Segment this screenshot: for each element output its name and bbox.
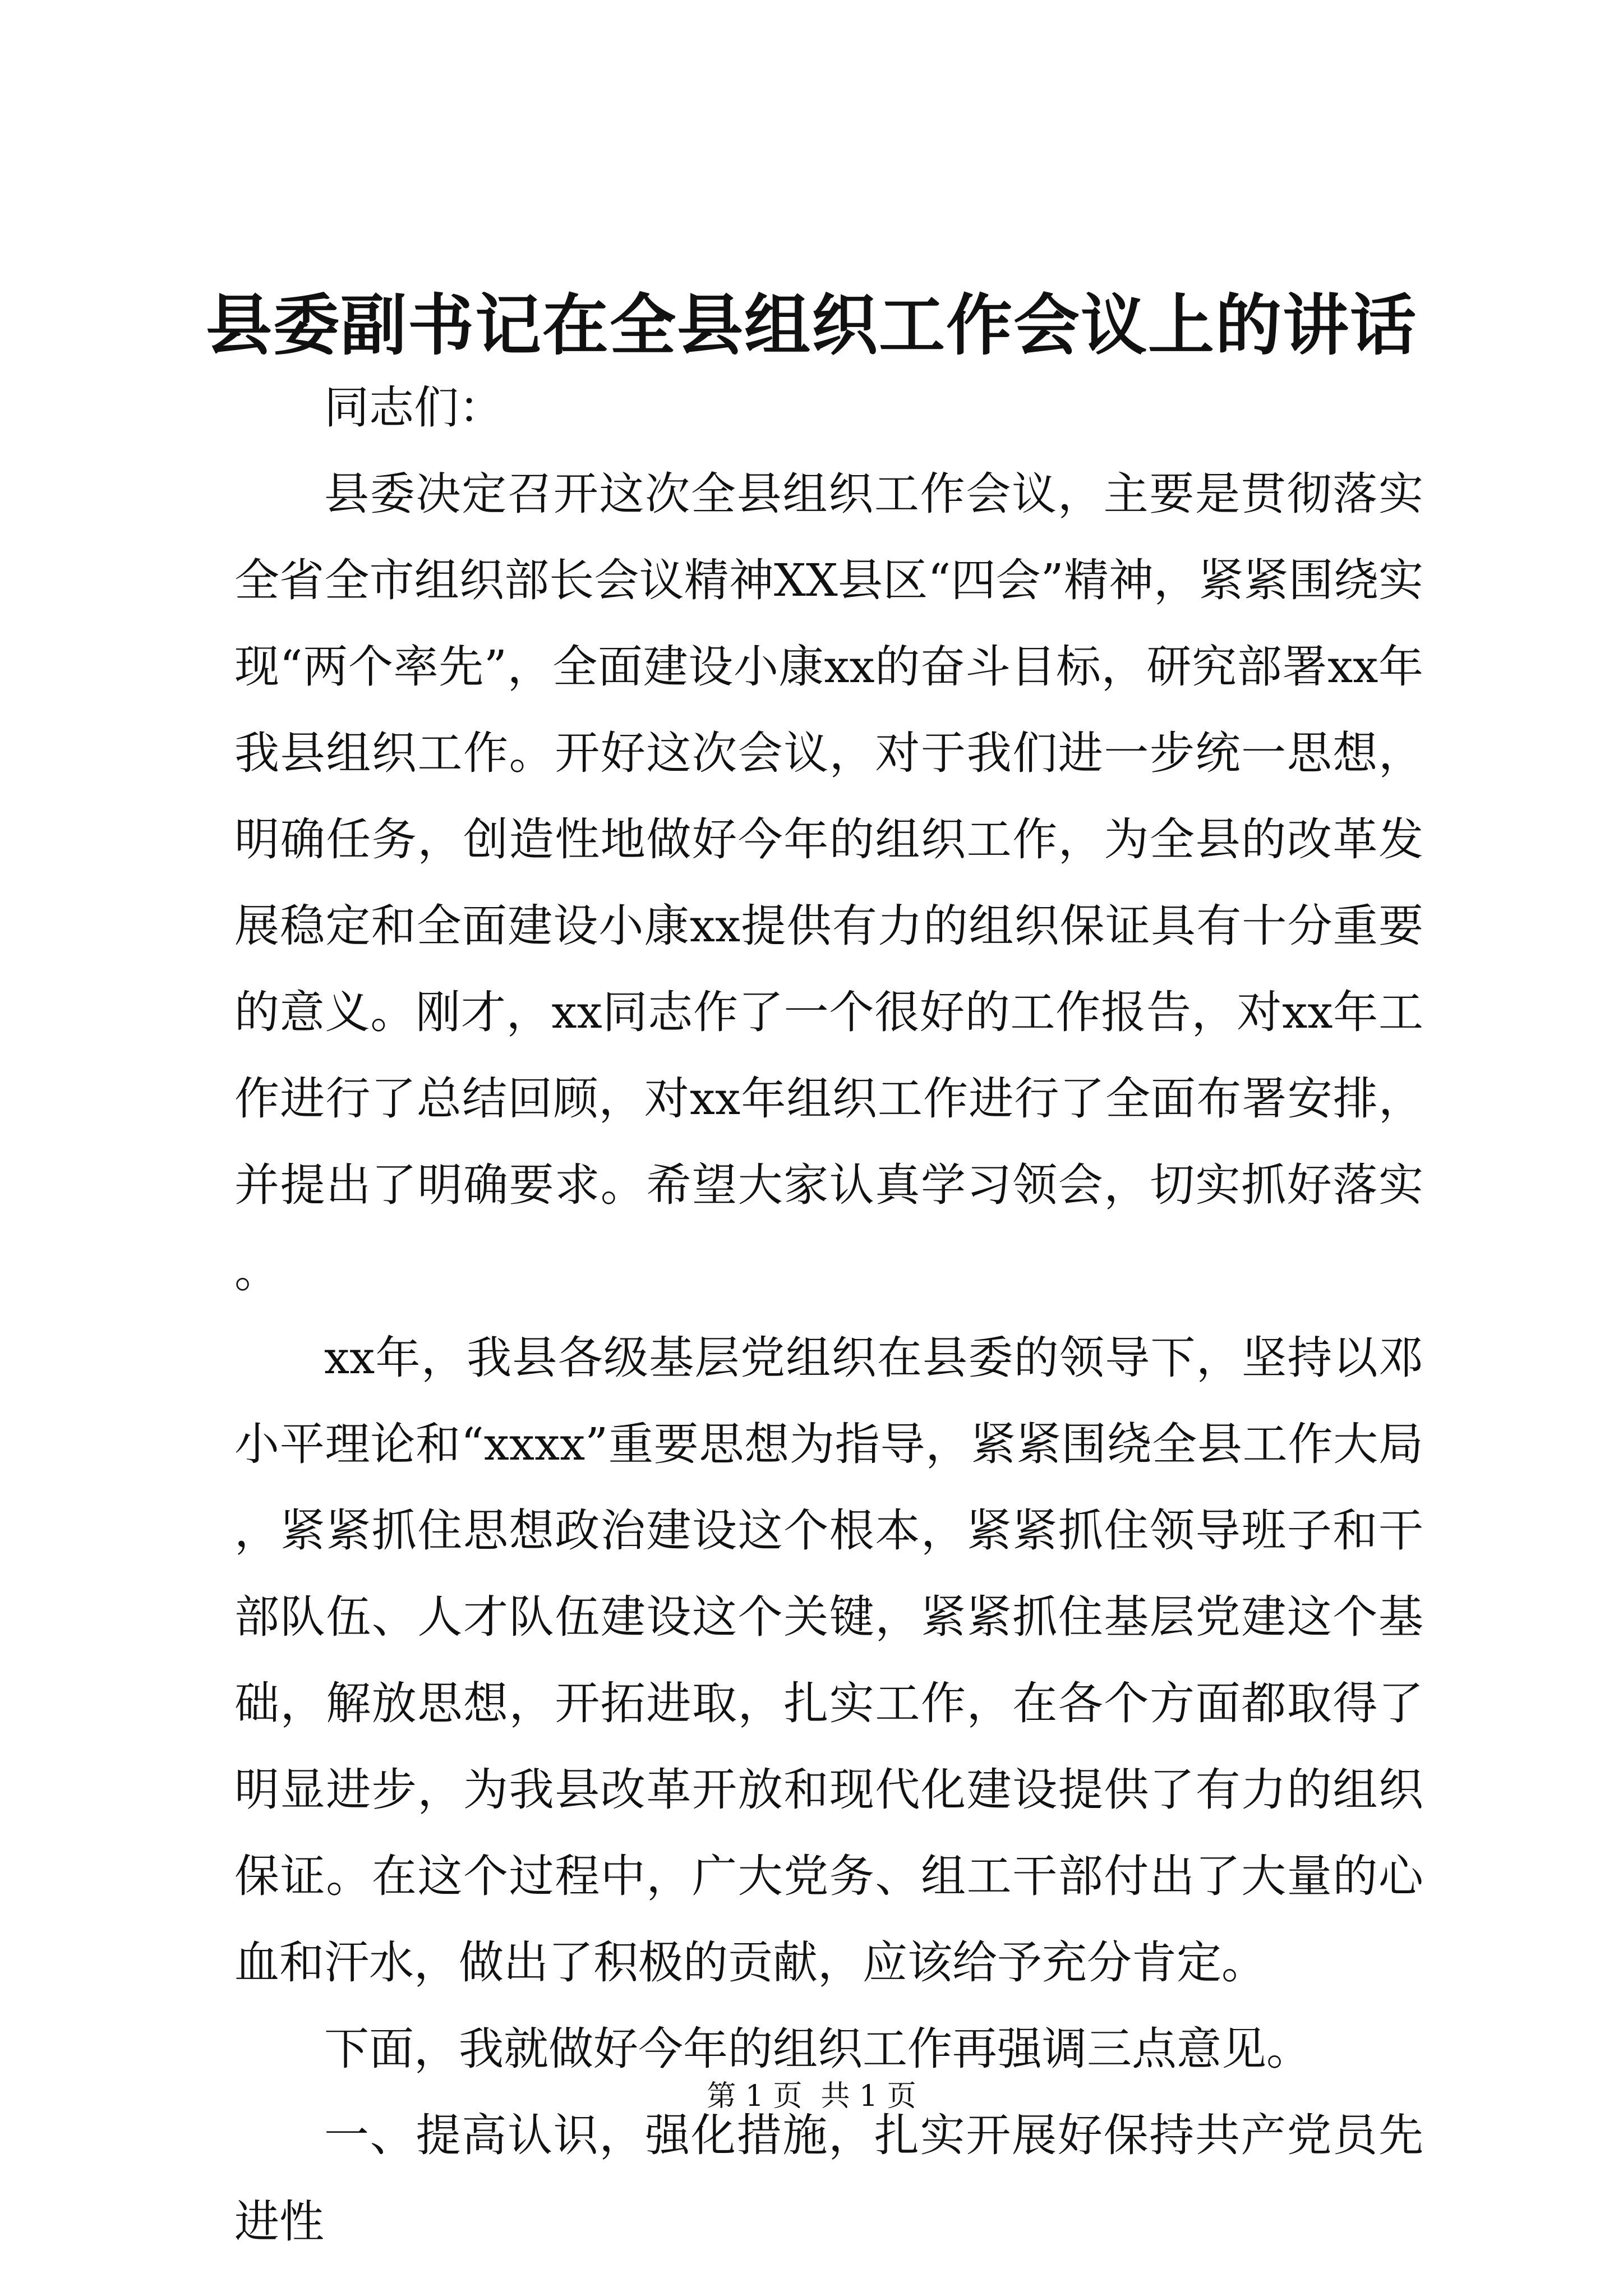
paragraph-3: 下面，我就做好今年的组织工作再强调三点意见。 — [324, 2023, 1311, 2075]
document-body — [234, 365, 1423, 2265]
paragraph-2: xx年，我县各级基层党组织在县委的领导下，坚持以邓小平理论和“xxxx”重要思想为指导，紧紧围绕全县工作大局，紧紧抓住思想政治建设这个根本，紧紧抓住领导班子和干部队伍、人才队伍建设这个关键，紧紧抓住基层党建这个基础，解放思想，开拓进取，扎实工作，在各个方面都取得了明显进步，为我县改革开放和现代化建设提供了有力的组织保证。在这个过程中，广大党务、组工干部付出了大量的心血和汗水，做出了积极的贡献，应该给予充分肯定。 — [234, 1332, 1423, 1989]
paragraph-1: 县委决定召开这次全县组织工作会议，主要是贯彻落实全省全市组织部长会议精神XX县区“四会”精神，紧紧围绕实现“两个率先”，全面建设小康xx的奋斗目标，研究部署xx年我县组织工作。开好这次会议，对于我们进一步统一思想，明确任务，创造性地做好今年的组织工作，为全县的改革发展稳定和全面建设小康xx提供有力的组织保证具有十分重要的意义。刚才，xx同志作了一个很好的工作报告，对xx年工作进行了总结回顾，对xx年组织工作进行了全面布署安排，并提出了明确要求。希望大家认真学习领会，切实抓好落实。 — [234, 468, 1423, 1297]
document-title: 县委副书记在全县组织工作会议上的讲话 — [205, 286, 1417, 364]
paragraph-4: 一、提高认识，强化措施，扎实开展好保持共产党员先进性 — [234, 2109, 1423, 2248]
page-footer: 第 1 页 共 1 页 — [707, 2079, 916, 2113]
salutation: 同志们： — [324, 381, 504, 434]
